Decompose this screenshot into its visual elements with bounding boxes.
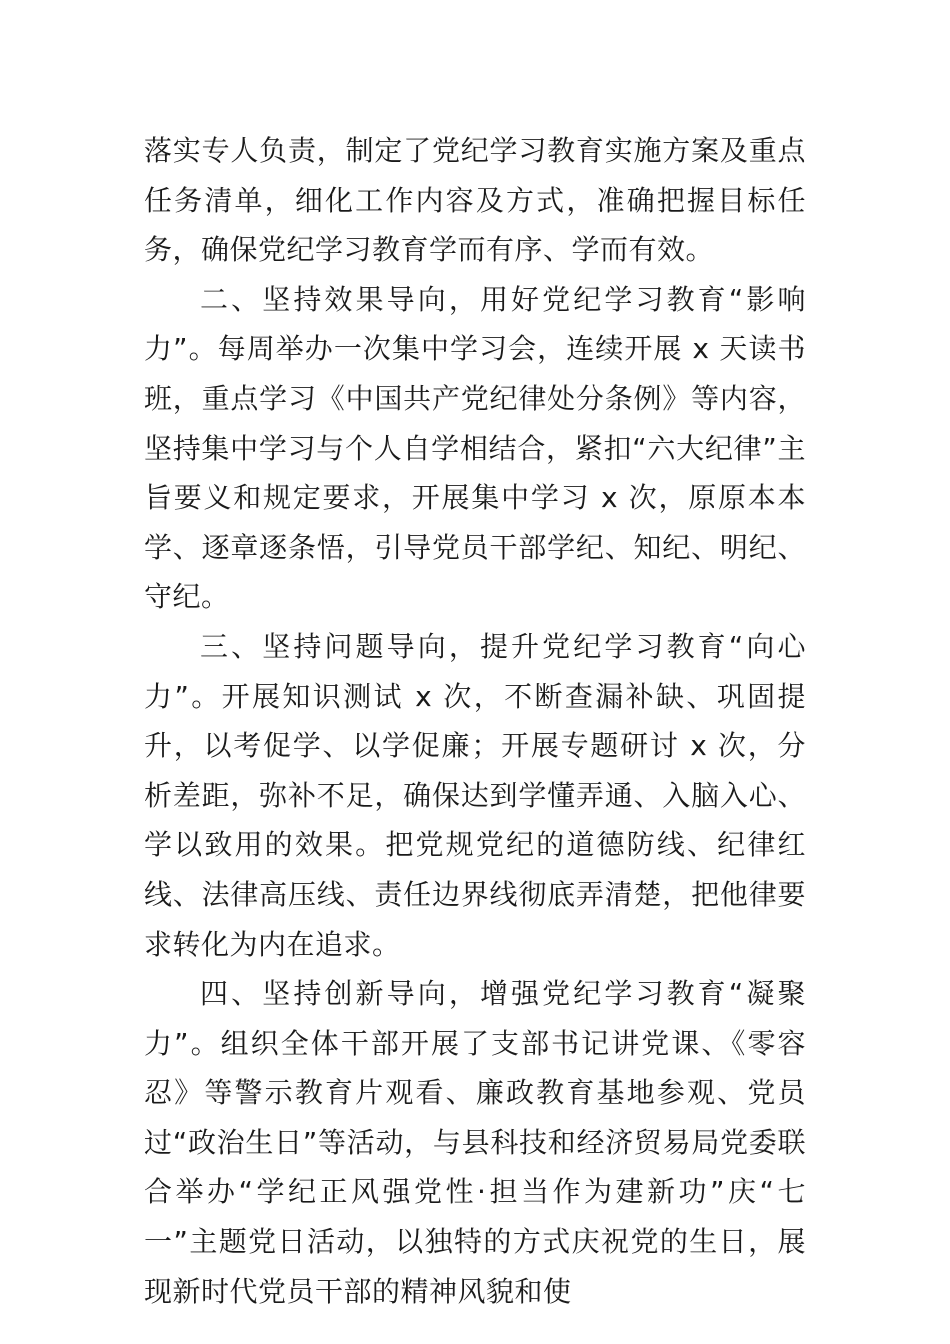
paragraph-point-three: 三、坚持问题导向，提升党纪学习教育“向心力”。开展知识测试 x 次，不断查漏补缺、巩固提升，以考促学、以学促廉；开展专题研讨 x 次，分析差距，弥补不足，确保达到学懂弄通、入脑入心、学以致用的效果。把党规党纪的道德防线、纪律红线、法律高压线、责任边界线彻底弄清楚，把他律要求转化为内在追求。 — [144, 629, 806, 961]
paragraph-point-two: 二、坚持效果导向，用好党纪学习教育“影响力”。每周举办一次集中学习会，连续开展 x 天读书班，重点学习《中国共产党纪律处分条例》等内容，坚持集中学习与个人自学相结合，紧扣“六大纪律”主旨要义和规定要求，开展集中学习 x 次，原原本本学、逐章逐条悟，引导党员干部学纪、知纪、明纪、守纪。 — [144, 282, 806, 614]
paragraph-continued: 落实专人负责，制定了党纪学习教育实施方案及重点任务清单，细化工作内容及方式，准确把握目标任务，确保党纪学习教育学而有序、学而有效。 — [144, 134, 806, 267]
document-body — [144, 126, 806, 1316]
paragraph-point-four: 四、坚持创新导向，增强党纪学习教育“凝聚力”。组织全体干部开展了支部书记讲党课、《零容忍》等警示教育片观看、廉政教育基地参观、党员过“政治生日”等活动，与县科技和经济贸易局党委联合举办“学纪正风强党性·担当作为建新功”庆“七一”主题党日活动，以独特的方式庆祝党的生日，展现新时代党员干部的精神风貌和使 — [144, 977, 806, 1308]
